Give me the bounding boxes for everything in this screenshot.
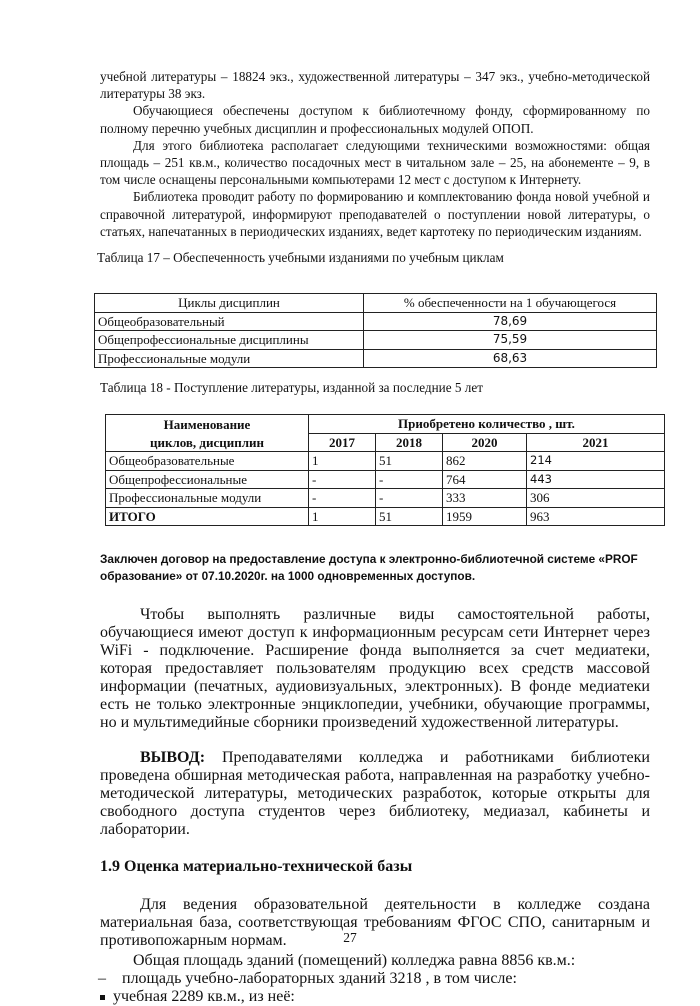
page-text-top	[97, 68, 650, 266]
table-header-row	[106, 433, 665, 452]
contract-notice: Заключен договор на предоставление доступа к электронно-библиотечной системе «PROF образование» от 07.10.2020г. на 1000 одновременных доступов.	[100, 552, 638, 583]
paragraph-total-area: Общая площадь зданий (помещений) колледжа равна 8856 кв.м.:	[133, 952, 576, 969]
table-row	[95, 331, 657, 350]
table-cell: Общепрофессиональные дисциплины	[95, 331, 364, 350]
table-header-cell: Приобретено количество , шт.	[309, 415, 665, 434]
table-cell: 963	[527, 507, 665, 526]
section-title: 1.9 Оценка материально-технической базы	[100, 858, 413, 875]
table-cell: 1	[309, 507, 376, 526]
list-item	[100, 988, 650, 1006]
table-cell: Общепрофессиональные	[106, 470, 309, 489]
table-row	[106, 507, 665, 526]
table-17	[94, 293, 657, 368]
table-cell: -	[376, 489, 443, 508]
table-cell: 333	[443, 489, 527, 508]
table-header-row	[95, 294, 657, 313]
table-cell: 78,69	[364, 312, 657, 331]
table-cell: 862	[443, 452, 527, 471]
table-cell: Общеобразовательные	[106, 452, 309, 471]
table-cell: 51	[376, 452, 443, 471]
paragraph-mediateka: Чтобы выполнять различные виды самостоятельной работы, обучающиеся имеют доступ к информационным ресурсам сети Интернет через WiFi - подключение. Расширение фонда выполняется за счет медиатеки, которая предоставляет пользователям продукцию всех средств массовой информации (печатных, аудиовизуальных, электронных). В фонде медиатеки есть не только электронные энциклопедии, учебники, обучающие программы, но и мультимедийные сборники произведений художественной литературы.	[100, 606, 650, 731]
table-header-row	[106, 415, 665, 434]
table-cell: 1959	[443, 507, 527, 526]
list-item	[98, 970, 650, 988]
table-row	[106, 470, 665, 489]
paragraph-library-capabilities: Для этого библиотека располагает следующими техническими возможностями: общая площадь – 251 кв.м., количество посадочных мест в читальном зале – 25, на абонементе – 9, в том числе оснащены персональными компьютерами 12 мест с доступом к Интернету.	[100, 137, 650, 188]
table-header-cell: 2018	[376, 433, 443, 452]
paragraph-conclusion	[100, 749, 650, 839]
page-number: 27	[343, 930, 357, 945]
table-cell: ИТОГО	[106, 507, 309, 526]
table-header-cell: Наименование	[106, 415, 309, 434]
table-header-cell: 2020	[443, 433, 527, 452]
table-header-cell: % обеспеченности на 1 обучающегося	[364, 294, 657, 313]
table17-caption: Таблица 17 – Обеспеченность учебными изданиями по учебным циклам	[97, 250, 504, 266]
table-row	[106, 452, 665, 471]
list-item-text: площадь учебно-лабораторных зданий 3218 , в том числе:	[122, 970, 517, 987]
table-cell: -	[309, 489, 376, 508]
table-cell: 75,59	[364, 331, 657, 350]
table-cell: Профессиональные модули	[106, 489, 309, 508]
paragraph-access: Обучающиеся обеспечены доступом к библиотечному фонду, сформированному по полному перечню учебных дисциплин и профессиональных модулей ОПОП.	[100, 103, 650, 136]
table-row	[95, 312, 657, 331]
conclusion-text: Преподавателями колледжа и работниками библиотеки проведена обширная методическая работа, направленная на разработку учебно-методической литературы, методических разработок, которые открыты для свободного доступа студентов через библиотеку, медиазал, кабинеты и лаборатории.	[100, 749, 650, 838]
paragraph-fund-totals: учебной литературы – 18824 экз., художественной литературы – 347 экз., учебно-методической литературы 38 экз.	[100, 69, 650, 102]
table-18	[105, 414, 665, 526]
table-header-cell: циклов, дисциплин	[106, 433, 309, 452]
dash-marker: –	[98, 970, 122, 987]
table-cell: 68,63	[364, 349, 657, 368]
table-cell: 214	[527, 452, 665, 471]
paragraph-library-work: Библиотека проводит работу по формированию и комплектованию фонда новой учебной и справочной литературой, информируют преподавателей о поступлении новой литературы, о статьях, напечатанных в периодических изданиях, ведет картотеку по периодическим изданиям.	[100, 189, 650, 239]
table-row	[95, 349, 657, 368]
list-item-text: учебная 2289 кв.м., из неё:	[113, 988, 295, 1005]
paragraph-material-base: Для ведения образовательной деятельности в колледже создана материальная база, соответствующая требованиям ФГОС СПО, санитарным и противопожарным нормам.	[100, 896, 650, 949]
table-header-cell: Циклы дисциплин	[95, 294, 364, 313]
table-cell: Общеобразовательный	[95, 312, 364, 331]
table-cell: -	[376, 470, 443, 489]
table-cell: Профессиональные модули	[95, 349, 364, 368]
table-header-cell: 2021	[527, 433, 665, 452]
table-cell: 443	[527, 470, 665, 489]
table18-caption: Таблица 18 - Поступление литературы, изданной за последние 5 лет	[100, 380, 483, 395]
table-cell: 306	[527, 489, 665, 508]
bullet-icon	[100, 995, 105, 1000]
conclusion-label: ВЫВОД:	[140, 749, 206, 766]
table-header-cell: 2017	[309, 433, 376, 452]
table-cell: 764	[443, 470, 527, 489]
table-cell: 51	[376, 507, 443, 526]
table-cell: -	[309, 470, 376, 489]
table-cell: 1	[309, 452, 376, 471]
table-row	[106, 489, 665, 508]
